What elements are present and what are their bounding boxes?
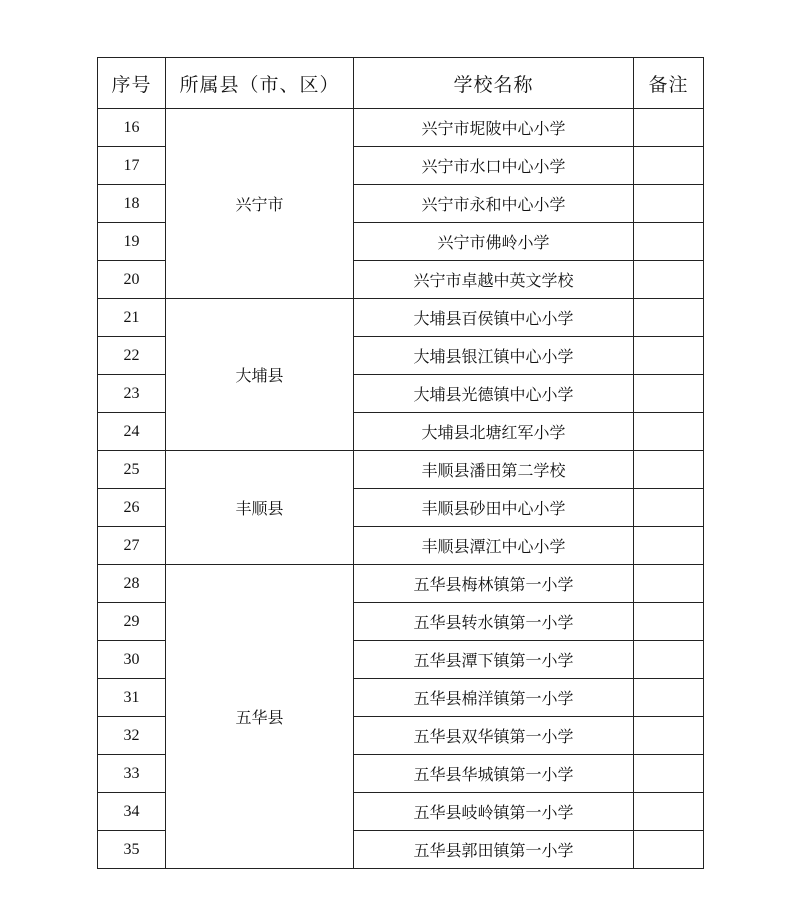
remark-cell	[634, 717, 704, 755]
row-seq-cell: 33	[98, 755, 166, 793]
table-row	[98, 565, 704, 603]
remark-cell	[634, 489, 704, 527]
header-school: 学校名称	[354, 58, 634, 109]
school-name-cell: 大埔县银江镇中心小学	[354, 337, 634, 375]
remark-cell	[634, 147, 704, 185]
school-name-cell: 大埔县百侯镇中心小学	[354, 299, 634, 337]
row-seq-cell: 34	[98, 793, 166, 831]
row-seq-cell: 17	[98, 147, 166, 185]
school-name-cell: 五华县双华镇第一小学	[354, 717, 634, 755]
school-name-cell: 大埔县光德镇中心小学	[354, 375, 634, 413]
remark-cell	[634, 527, 704, 565]
row-seq-cell: 22	[98, 337, 166, 375]
county-cell: 大埔县	[166, 299, 354, 451]
remark-cell	[634, 755, 704, 793]
remark-cell	[634, 337, 704, 375]
remark-cell	[634, 375, 704, 413]
row-seq-cell: 30	[98, 641, 166, 679]
remark-cell	[634, 299, 704, 337]
school-name-cell: 丰顺县潭江中心小学	[354, 527, 634, 565]
row-seq-cell: 28	[98, 565, 166, 603]
table-body	[98, 109, 704, 869]
table-row	[98, 299, 704, 337]
school-name-cell: 五华县郭田镇第一小学	[354, 831, 634, 869]
remark-cell	[634, 603, 704, 641]
school-name-cell: 五华县梅林镇第一小学	[354, 565, 634, 603]
remark-cell	[634, 565, 704, 603]
row-seq-cell: 29	[98, 603, 166, 641]
school-name-cell: 五华县岐岭镇第一小学	[354, 793, 634, 831]
school-name-cell: 兴宁市坭陂中心小学	[354, 109, 634, 147]
row-seq-cell: 16	[98, 109, 166, 147]
school-name-cell: 大埔县北塘红军小学	[354, 413, 634, 451]
row-seq-cell: 32	[98, 717, 166, 755]
row-seq-cell: 25	[98, 451, 166, 489]
school-name-cell: 五华县棉洋镇第一小学	[354, 679, 634, 717]
school-name-cell: 兴宁市卓越中英文学校	[354, 261, 634, 299]
row-seq-cell: 26	[98, 489, 166, 527]
row-seq-cell: 18	[98, 185, 166, 223]
remark-cell	[634, 641, 704, 679]
county-cell: 五华县	[166, 565, 354, 869]
header-county: 所属县（市、区）	[166, 58, 354, 109]
table-row	[98, 109, 704, 147]
header-seq: 序号	[98, 58, 166, 109]
remark-cell	[634, 185, 704, 223]
county-cell: 丰顺县	[166, 451, 354, 565]
remark-cell	[634, 793, 704, 831]
school-list-table	[97, 57, 704, 869]
table-header-row	[98, 58, 704, 109]
remark-cell	[634, 679, 704, 717]
remark-cell	[634, 109, 704, 147]
school-name-cell: 兴宁市水口中心小学	[354, 147, 634, 185]
school-name-cell: 五华县转水镇第一小学	[354, 603, 634, 641]
header-remark: 备注	[634, 58, 704, 109]
row-seq-cell: 20	[98, 261, 166, 299]
row-seq-cell: 23	[98, 375, 166, 413]
remark-cell	[634, 831, 704, 869]
school-name-cell: 丰顺县砂田中心小学	[354, 489, 634, 527]
row-seq-cell: 21	[98, 299, 166, 337]
remark-cell	[634, 413, 704, 451]
remark-cell	[634, 261, 704, 299]
row-seq-cell: 31	[98, 679, 166, 717]
remark-cell	[634, 451, 704, 489]
school-name-cell: 兴宁市佛岭小学	[354, 223, 634, 261]
county-cell: 兴宁市	[166, 109, 354, 299]
row-seq-cell: 19	[98, 223, 166, 261]
table-row	[98, 451, 704, 489]
row-seq-cell: 35	[98, 831, 166, 869]
school-name-cell: 五华县华城镇第一小学	[354, 755, 634, 793]
row-seq-cell: 27	[98, 527, 166, 565]
school-name-cell: 五华县潭下镇第一小学	[354, 641, 634, 679]
school-name-cell: 兴宁市永和中心小学	[354, 185, 634, 223]
remark-cell	[634, 223, 704, 261]
school-name-cell: 丰顺县潘田第二学校	[354, 451, 634, 489]
row-seq-cell: 24	[98, 413, 166, 451]
